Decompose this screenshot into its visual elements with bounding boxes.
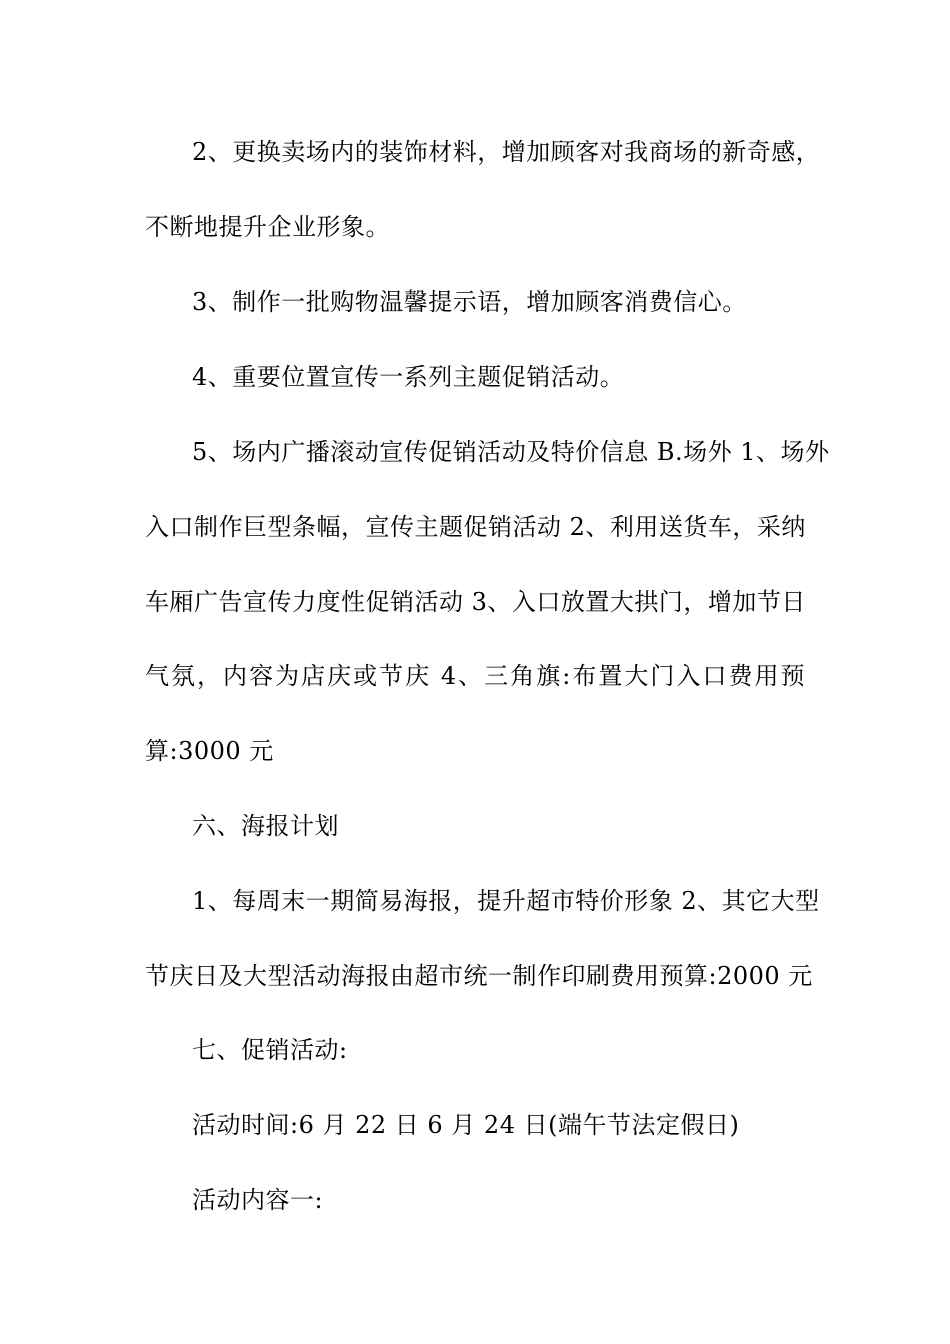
text-line: 不断地提升企业形象。 <box>145 213 390 241</box>
text-line: 气氛，内容为店庆或节庆 4、三角旗:布置大门入口费用预 <box>145 662 805 690</box>
text-line: 节庆日及大型活动海报由超市统一制作印刷费用预算:2000 元 <box>145 962 813 990</box>
text-line: 入口制作巨型条幅，宣传主题促销活动 2、利用送货车，采纳 <box>145 513 806 541</box>
text-line: 车厢广告宣传力度性促销活动 3、入口放置大拱门，增加节日 <box>145 588 806 616</box>
section-heading: 六、海报计划 <box>192 812 339 840</box>
text-line: 4、重要位置宣传一系列主题促销活动。 <box>192 363 625 391</box>
section-heading: 七、促销活动: <box>192 1036 348 1064</box>
text-line: 1、每周末一期简易海报，提升超市特价形象 2、其它大型 <box>192 887 820 915</box>
text-line: 3、制作一批购物温馨提示语，增加顾客消费信心。 <box>192 288 747 316</box>
text-line: 活动时间:6 月 22 日 6 月 24 日(端午节法定假日) <box>192 1111 740 1139</box>
text-line: 5、场内广播滚动宣传促销活动及特价信息 B.场外 1、场外 <box>192 438 830 466</box>
text-line: 算:3000 元 <box>145 737 274 765</box>
text-line: 活动内容一: <box>192 1186 324 1214</box>
text-line: 2、更换卖场内的装饰材料，增加顾客对我商场的新奇感， <box>192 138 821 166</box>
